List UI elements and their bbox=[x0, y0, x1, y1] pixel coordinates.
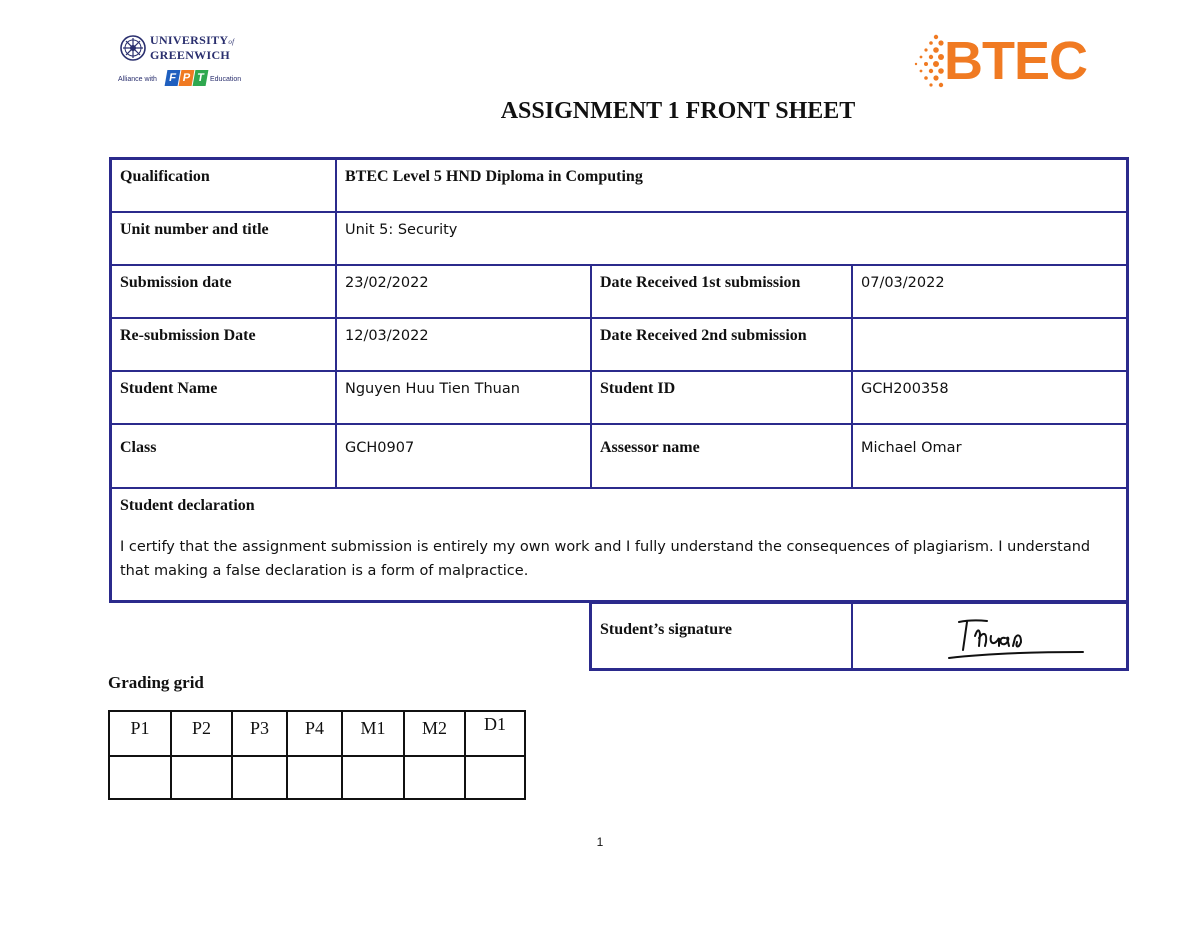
submission-date-value: 23/02/2022 bbox=[336, 265, 591, 318]
qualification-label: Qualification bbox=[111, 159, 336, 212]
front-sheet-table bbox=[109, 157, 1129, 603]
submission-date-label: Submission date bbox=[111, 265, 336, 318]
resubmission-label: Re-submission Date bbox=[111, 318, 336, 371]
unit-label: Unit number and title bbox=[111, 212, 336, 265]
grade-header-p2: P2 bbox=[171, 711, 232, 756]
student-id-label: Student ID bbox=[591, 371, 852, 424]
grade-header-p1: P1 bbox=[109, 711, 171, 756]
grade-cell-p3[interactable] bbox=[232, 756, 287, 799]
alliance-text: Alliance with bbox=[118, 76, 157, 83]
signature-label: Student’s signature bbox=[591, 603, 852, 669]
grade-cell-m2[interactable] bbox=[404, 756, 465, 799]
page-title: ASSIGNMENT 1 FRONT SHEET bbox=[500, 98, 856, 124]
unit-value: Unit 5: Security bbox=[336, 212, 1127, 265]
qualification-value: BTEC Level 5 HND Diploma in Computing bbox=[336, 159, 1127, 212]
grade-cell-d1[interactable] bbox=[465, 756, 525, 799]
grade-header-p3: P3 bbox=[232, 711, 287, 756]
university-seal-icon bbox=[120, 35, 146, 61]
btec-wordmark: BTEC bbox=[944, 31, 1087, 91]
resubmission-value: 12/03/2022 bbox=[336, 318, 591, 371]
student-name-label: Student Name bbox=[111, 371, 336, 424]
signature-box[interactable] bbox=[852, 603, 1127, 669]
student-name-value: Nguyen Huu Tien Thuan bbox=[336, 371, 591, 424]
class-label: Class bbox=[111, 424, 336, 488]
signature-table bbox=[589, 601, 1129, 671]
grade-header-m2: M2 bbox=[404, 711, 465, 756]
received-1st-label: Date Received 1st submission bbox=[591, 265, 852, 318]
grade-header-p4: P4 bbox=[287, 711, 342, 756]
class-value: GCH0907 bbox=[336, 424, 591, 488]
received-2nd-label: Date Received 2nd submission bbox=[591, 318, 852, 371]
page-number: 1 bbox=[596, 835, 604, 849]
grade-cell-p1[interactable] bbox=[109, 756, 171, 799]
grade-header-m1: M1 bbox=[342, 711, 404, 756]
university-name: UNIVERSITYof GREENWICH bbox=[150, 33, 235, 62]
grading-grid-title: Grading grid bbox=[108, 673, 204, 692]
assessor-label: Assessor name bbox=[591, 424, 852, 488]
grade-cell-p4[interactable] bbox=[287, 756, 342, 799]
received-2nd-value[interactable] bbox=[852, 318, 1127, 371]
fpt-logo: F P T bbox=[166, 70, 207, 86]
received-1st-value: 07/03/2022 bbox=[852, 265, 1127, 318]
education-text: Education bbox=[210, 76, 242, 83]
grade-cell-m1[interactable] bbox=[342, 756, 404, 799]
declaration-text: I certify that the assignment submission is entirely my own work and I fully understand the consequences of plagiarism. I understand that making a false declaration is a form of malpractice. bbox=[120, 539, 1091, 579]
grade-header-d1: D1 bbox=[465, 711, 525, 756]
assessor-value: Michael Omar bbox=[852, 424, 1127, 488]
btec-dots-icon bbox=[910, 32, 946, 92]
grade-cell-p2[interactable] bbox=[171, 756, 232, 799]
declaration-title: Student declaration bbox=[120, 497, 255, 514]
handwritten-signature bbox=[943, 612, 1093, 662]
student-id-value: GCH200358 bbox=[852, 371, 1127, 424]
university-of-greenwich-logo bbox=[118, 32, 258, 94]
grading-grid bbox=[108, 710, 526, 800]
declaration-section bbox=[111, 488, 1127, 601]
btec-logo bbox=[910, 32, 1095, 94]
